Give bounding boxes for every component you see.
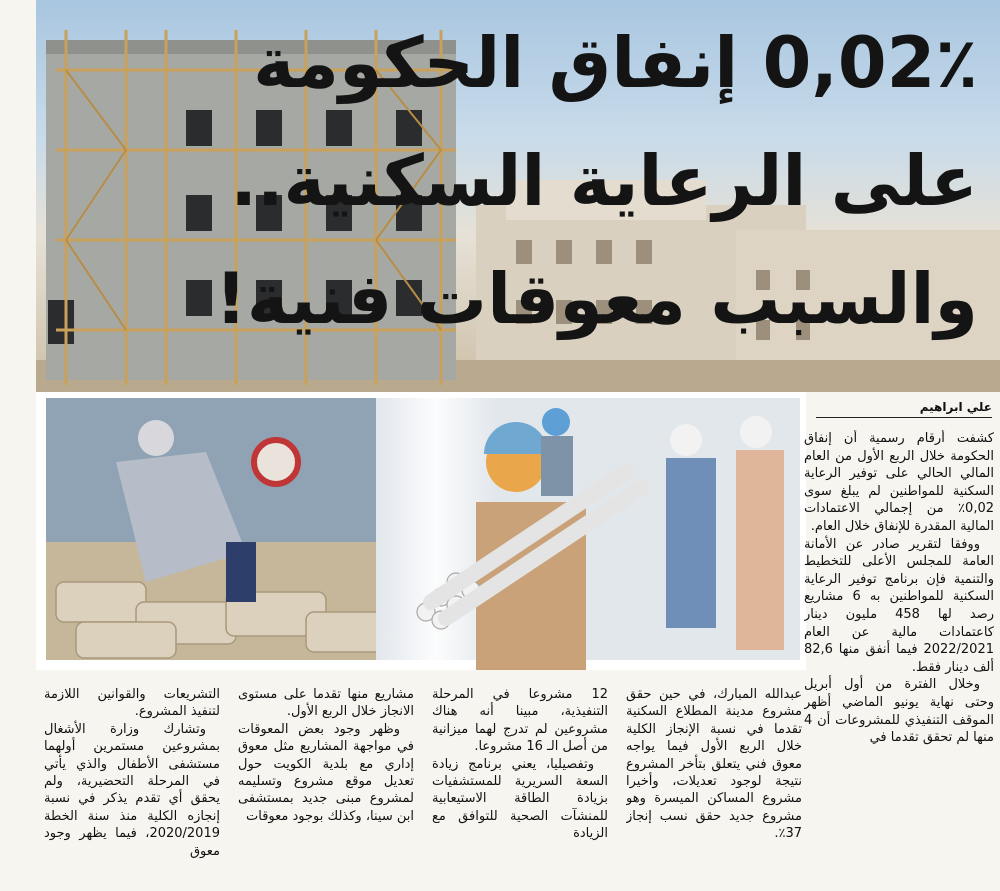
article-column-1 <box>804 430 994 891</box>
headline-line-3: والسبب معوقات فنية! <box>215 258 978 340</box>
headline <box>215 4 978 358</box>
article-columns <box>36 686 802 891</box>
paragraph: كشفت أرقام رسمية أن إنفاق الحكومة خلال الربع الأول من العام المالي الحالي على توفير الرعاية السكنية للمواطنين لم يبلغ سوى 0,02٪ من إجمالي الاعتمادات المالية المقدرة للإنفاق خلال العام. <box>804 431 994 534</box>
inset-photo <box>36 392 806 670</box>
paragraph: 12 مشروعا في المرحلة التنفيذية، مبينا أنه هناك مشروعين لم تدرج لهما ميزانية من أصل الـ 16 مشروعا. <box>432 687 608 755</box>
paragraph: عبدالله المبارك، في حين حقق مشروع مدينة المطلاع السكنية تقدما في نسبة الإنجاز الكلية خلال الربع الأول فيما يواجه معوق فني يتعلق بتأخر المشروع نتيجة لوجود تعديلات، وأخيرا مشروع المساكن الميسرة وهو مشروع جديد حقق نسب إنجاز 37٪. <box>626 687 802 842</box>
paragraph: مشاريع منها تقدما على مستوى الانجاز خلال الربع الأول. <box>238 687 414 720</box>
article-column-2 <box>626 686 802 891</box>
author-byline: علي ابراهيم <box>816 398 992 418</box>
article-column-4 <box>238 686 414 891</box>
article-column-5 <box>44 686 220 891</box>
paragraph: وتفصيليا، يعني برنامج زيادة السعة السريرية للمستشفيات بزيادة الطاقة الاستيعابية للمنشآت الصحية للتوافق مع الزيادة <box>432 756 608 842</box>
headline-line-2: على الرعاية السكنية.. <box>230 140 978 222</box>
article-column-3 <box>432 686 608 891</box>
paragraph: وتشارك وزارة الأشغال بمشروعين مستمرين أولهما مستشفى الأطفال والذي يأتي في المرحلة التحضيرية، ولم يحقق أي تقدم يذكر في نسبة إنجازه الكلية منذ سنة الخطة 2020/2019، فيما يظهر وجود معوق <box>44 721 220 859</box>
workers-illustration <box>36 392 806 670</box>
paragraph: وخلال الفترة من أول أبريل وحتى نهاية يونيو الماضي أظهر الموقف التنفيذي للمشروعات أن 4 منها لم تحقق تقدما في <box>804 677 994 746</box>
paragraph: وظهر وجود بعض المعوقات في مواجهة المشاريع مثل معوق إداري مع بلدية الكويت حول تعديل موقع مشروع وتسليمه لمشروع مبنى جديد بمستشفى ابن سينا، وكذلك بوجود معوقات <box>238 721 414 824</box>
headline-line-1: 0,02٪ إنفاق الحكومة <box>253 22 978 104</box>
paragraph: ووفقا لتقرير صادر عن الأمانة العامة للمجلس الأعلى للتخطيط والتنمية فإن برنامج توفير الرعاية السكنية للمواطنين به 6 مشاريع رصد لها 458 مليون دينار كاعتمادات مالية عن العام 2022/2021 فيما أنفق منها 82,6 ألف دينار فقط. <box>804 536 994 675</box>
hero-photo <box>36 0 1000 392</box>
paragraph: التشريعات والقوانين اللازمة لتنفيذ المشروع. <box>44 687 220 720</box>
